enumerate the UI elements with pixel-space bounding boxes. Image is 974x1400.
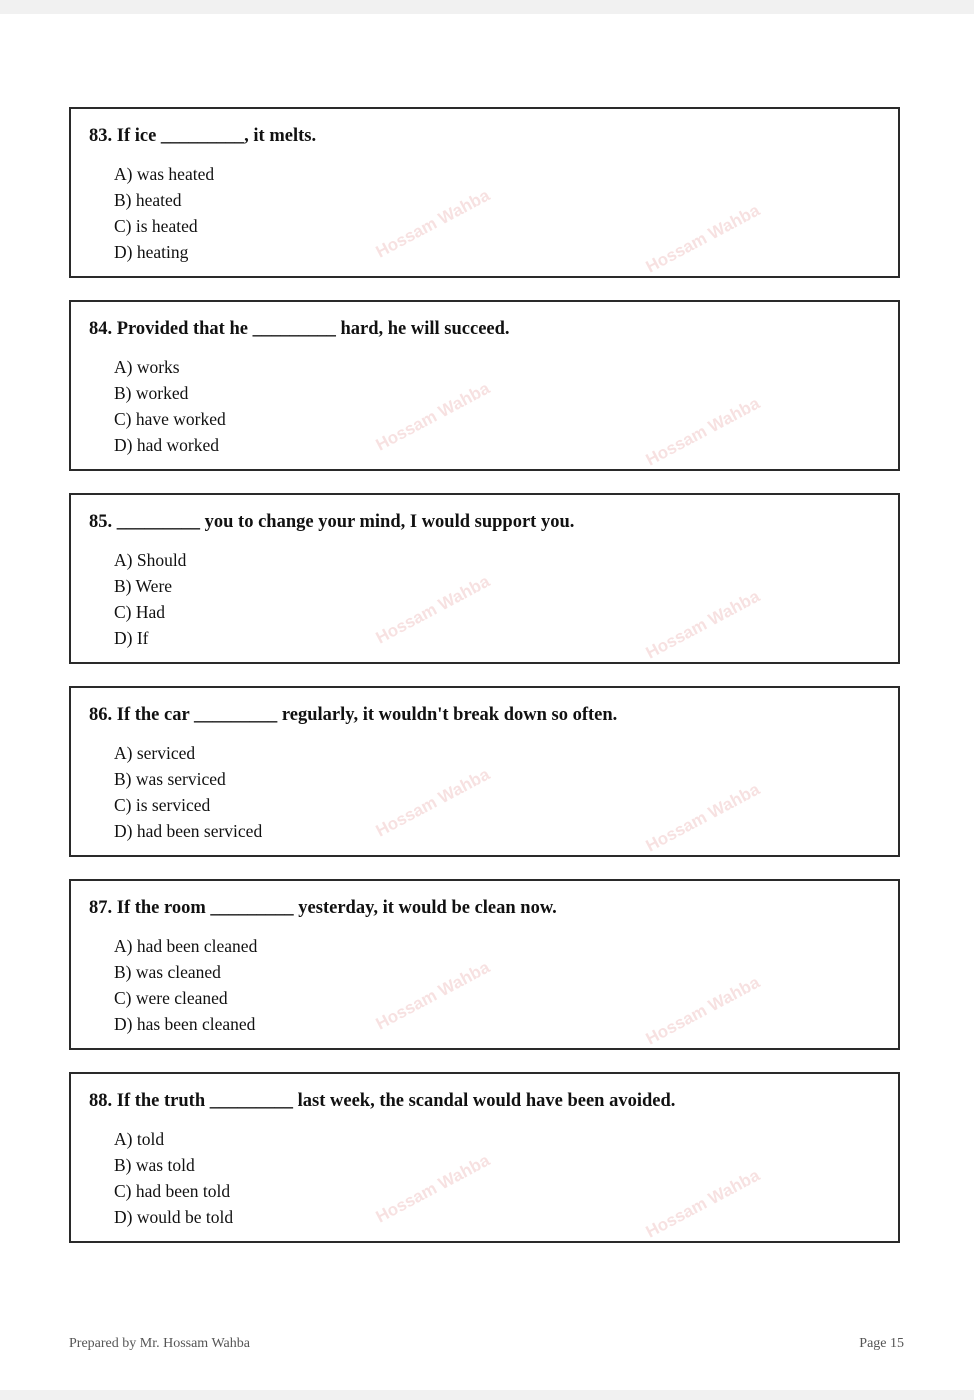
watermark: Hossam Wahba (372, 957, 493, 1034)
option-a[interactable]: A) was heated (114, 164, 215, 184)
question-text: 87. If the room _________ yesterday, it would be clean now. (89, 898, 557, 918)
watermark: Hossam Wahba (642, 393, 763, 470)
question-card-88 (69, 1072, 900, 1243)
watermark: Hossam Wahba (642, 779, 763, 856)
option-b[interactable]: B) heated (114, 190, 182, 210)
question-card-84 (69, 300, 900, 471)
option-a[interactable]: A) serviced (114, 743, 196, 763)
worksheet-page (0, 14, 974, 1390)
option-b[interactable]: B) was cleaned (114, 962, 221, 982)
option-c[interactable]: C) have worked (114, 409, 226, 429)
option-a[interactable]: A) Should (114, 550, 187, 570)
option-d[interactable]: D) had been serviced (114, 821, 263, 841)
question-text: 83. If ice _________, it melts. (89, 126, 317, 146)
watermark: Hossam Wahba (642, 586, 763, 663)
option-b[interactable]: B) was serviced (114, 769, 226, 789)
option-d[interactable]: D) would be told (114, 1207, 234, 1227)
answer-options (114, 354, 226, 458)
option-d[interactable]: D) heating (114, 242, 189, 262)
option-d[interactable]: D) had worked (114, 435, 219, 455)
option-a[interactable]: A) had been cleaned (114, 936, 258, 956)
option-d[interactable]: D) If (114, 628, 149, 648)
option-c[interactable]: C) is heated (114, 216, 198, 236)
watermark: Hossam Wahba (372, 378, 493, 455)
watermark: Hossam Wahba (372, 571, 493, 648)
answer-options (114, 547, 186, 651)
footer-author: Prepared by Mr. Hossam Wahba (69, 1336, 250, 1351)
question-card-85 (69, 493, 900, 664)
option-c[interactable]: C) were cleaned (114, 988, 228, 1008)
question-card-83 (69, 107, 900, 278)
watermark: Hossam Wahba (642, 200, 763, 277)
answer-options (114, 1126, 233, 1230)
option-a[interactable]: A) works (114, 357, 180, 377)
answer-options (114, 161, 214, 265)
option-c[interactable]: C) is serviced (114, 795, 211, 815)
watermark: Hossam Wahba (642, 972, 763, 1049)
question-text: 88. If the truth _________ last week, the scandal would have been avoided. (89, 1091, 676, 1111)
question-text: 85. _________ you to change your mind, I would support you. (89, 512, 575, 532)
option-a[interactable]: A) told (114, 1129, 165, 1149)
option-b[interactable]: B) was told (114, 1155, 195, 1175)
option-c[interactable]: C) had been told (114, 1181, 231, 1201)
answer-options (114, 740, 262, 844)
footer-page-number: Page 15 (859, 1336, 904, 1351)
option-b[interactable]: B) Were (114, 576, 173, 596)
option-d[interactable]: D) has been cleaned (114, 1014, 256, 1034)
watermark: Hossam Wahba (372, 1150, 493, 1227)
option-b[interactable]: B) worked (114, 383, 189, 403)
question-card-87 (69, 879, 900, 1050)
question-card-86 (69, 686, 900, 857)
watermark: Hossam Wahba (372, 764, 493, 841)
watermark: Hossam Wahba (642, 1165, 763, 1242)
watermark: Hossam Wahba (372, 185, 493, 262)
answer-options (114, 933, 257, 1037)
question-text: 86. If the car _________ regularly, it wouldn't break down so often. (89, 705, 618, 725)
question-text: 84. Provided that he _________ hard, he will succeed. (89, 319, 510, 339)
option-c[interactable]: C) Had (114, 602, 166, 622)
